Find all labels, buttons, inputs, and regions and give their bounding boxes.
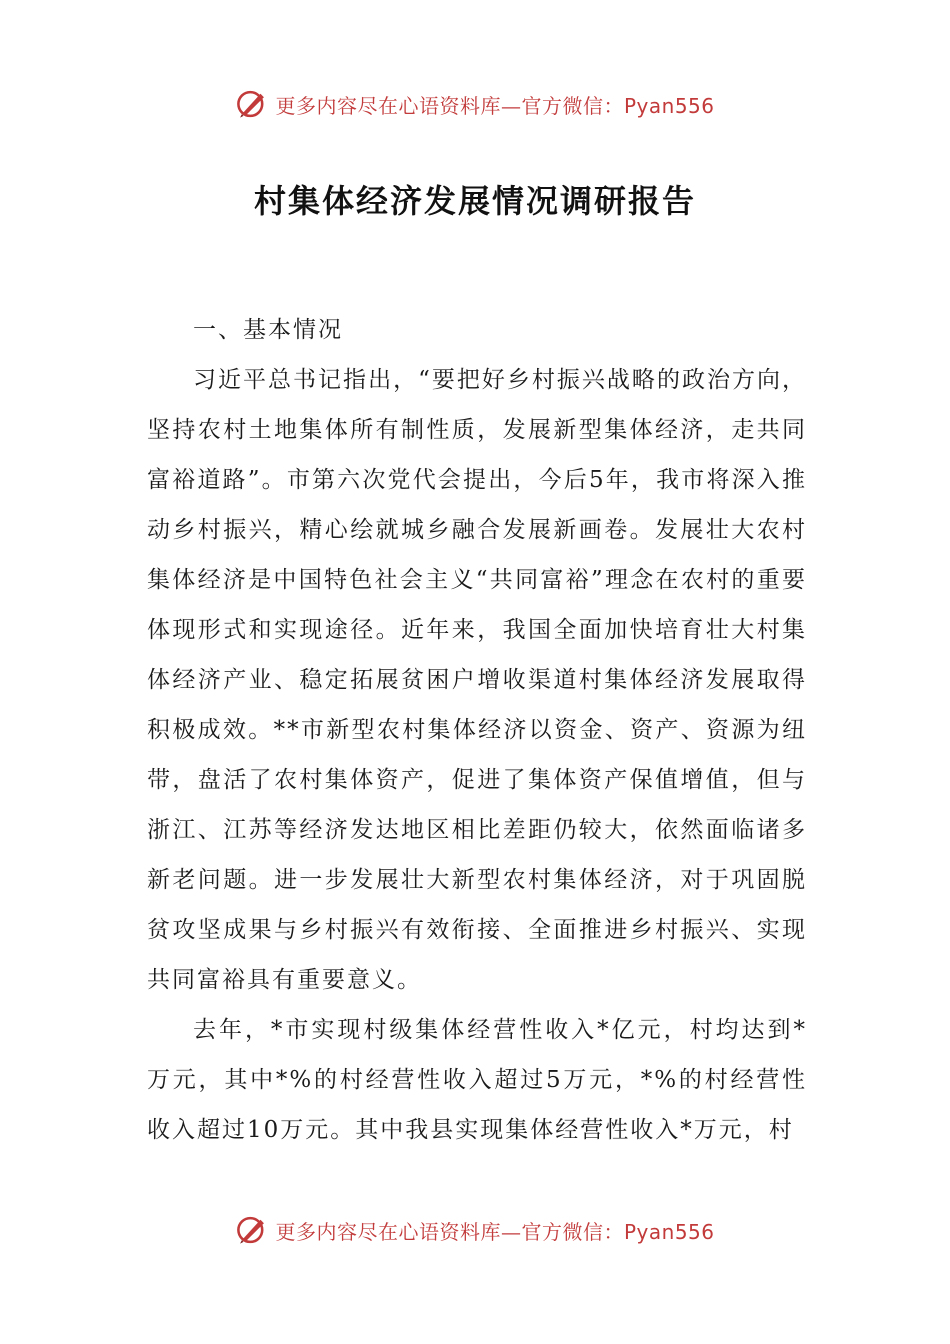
footer-wechat-id: Pyan556 [623, 1219, 715, 1244]
footer-banner-text: 更多内容尽在心语资料库—官方微信：Pyan556 [275, 1219, 715, 1244]
document-body [147, 305, 807, 1155]
section-heading: 一、基本情况 [193, 317, 343, 343]
body-paragraph-2: 去年，*市实现村级集体经营性收入*亿元，村均达到*万元，其中*%的村经营性收入超过5万元，*%的村经营性收入超过10万元。其中我县实现集体经营性收入*万元，村 [147, 1017, 807, 1143]
footer-banner [0, 1210, 950, 1250]
header-banner [0, 84, 950, 124]
pen-logo-icon [235, 87, 269, 121]
document-title: 村集体经济发展情况调研报告 [253, 182, 696, 220]
pen-logo-icon [235, 1213, 269, 1247]
header-wechat-id: Pyan556 [623, 93, 715, 118]
header-banner-text: 更多内容尽在心语资料库—官方微信：Pyan556 [275, 93, 715, 118]
body-paragraph-1: 习近平总书记指出，“要把好乡村振兴战略的政治方向，坚持农村土地集体所有制性质，发展新型集体经济，走共同富裕道路”。市第六次党代会提出，今后5年，我市将深入推动乡村振兴，精心绘就城乡融合发展新画卷。发展壮大农村集体经济是中国特色社会主义“共同富裕”理念在农村的重要体现形式和实现途径。近年来，我国全面加快培育壮大村集体经济产业、稳定拓展贫困户增收渠道村集体经济发展取得积极成效。**市新型农村集体经济以资金、资产、资源为纽带，盘活了农村集体资产，促进了集体资产保值增值，但与浙江、江苏等经济发达地区相比差距仍较大，依然面临诸多新老问题。进一步发展壮大新型农村集体经济，对于巩固脱贫攻坚成果与乡村振兴有效衔接、全面推进乡村振兴、实现共同富裕具有重要意义。 [147, 367, 807, 993]
